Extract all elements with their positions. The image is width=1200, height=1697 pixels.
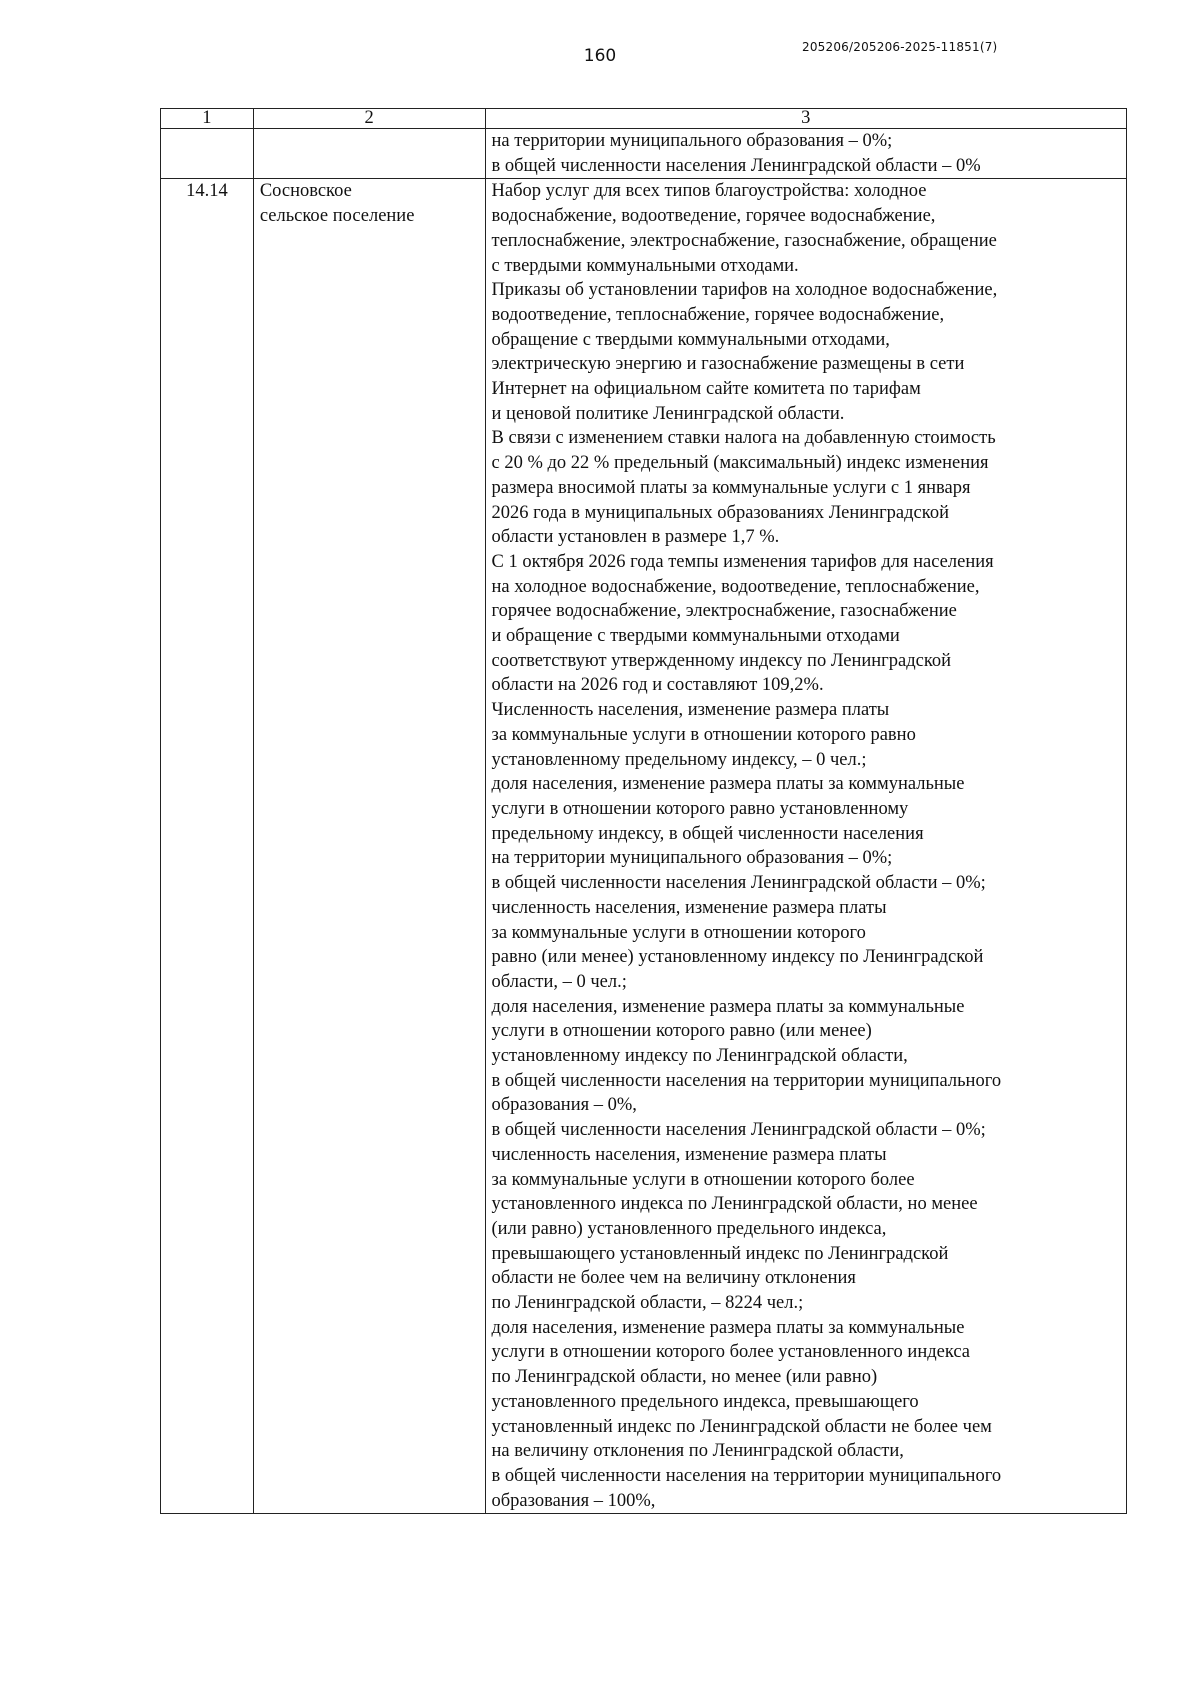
text-line: услуги в отношении которого более установленного индекса (491, 1342, 971, 1363)
text-line: Приказы об установлении тарифов на холодное водоснабжение, (491, 280, 998, 301)
text-line: в общей численности населения Ленинградской области – 0% (491, 155, 981, 176)
text-line: предельному индексу, в общей численности населения (491, 823, 924, 844)
text-line: электрическую энергию и газоснабжение размещены в сети (491, 354, 965, 375)
text-line: доля населения, изменение размера платы за коммунальные (491, 1317, 965, 1338)
row-description-cell (485, 129, 1126, 179)
text-line: области на 2026 год и составляют 109,2%. (491, 675, 824, 696)
text-line: В связи с изменением ставки налога на добавленную стоимость (491, 428, 996, 449)
text-line: за коммунальные услуги в отношении которого более (491, 1169, 915, 1190)
text-line: с твердыми коммунальными отходами. (491, 255, 799, 276)
text-line: и обращение с твердыми коммунальными отходами (491, 626, 900, 647)
text-line: на территории муниципального образования – 0%; (491, 131, 893, 151)
text-line: водоснабжение, водоотведение, горячее водоснабжение, (491, 206, 936, 227)
text-line: установленного предельного индекса, превышающего (491, 1391, 919, 1412)
row-number-cell: 14.14 (161, 179, 254, 1514)
text-line: соответствуют утвержденному индексу по Ленинградской (491, 650, 952, 671)
text-line: области, – 0 чел.; (491, 971, 627, 992)
text-line: доля населения, изменение размера платы за коммунальные (491, 996, 965, 1017)
table-row-continued (161, 129, 1127, 179)
text-line: численность населения, изменение размера платы (491, 1144, 887, 1165)
text-line: (или равно) установленного предельного индекса, (491, 1218, 887, 1239)
text-line: в общей численности населения на территории муниципального (491, 1465, 1002, 1486)
document-id: 205206/205206-2025-11851(7) (802, 40, 998, 54)
column-header-3: 3 (485, 109, 1126, 129)
text-line: размера вносимой платы за коммунальные услуги с 1 января (491, 477, 971, 498)
text-line: услуги в отношении которого равно установленному (491, 798, 909, 819)
text-line: образования – 100%, (491, 1490, 656, 1511)
text-line: в общей численности населения на территории муниципального (491, 1070, 1002, 1091)
row-name-cell (253, 179, 485, 1514)
settlement-name-line: сельское поселение (259, 206, 415, 227)
table-header-row (161, 109, 1127, 129)
text-line: области не более чем на величину отклонения (491, 1268, 856, 1289)
text-line: Набор услуг для всех типов благоустройства: холодное (491, 181, 927, 202)
text-line: превышающего установленный индекс по Ленинградской (491, 1243, 949, 1264)
text-line: и ценовой политике Ленинградской области. (491, 403, 845, 424)
text-line: области установлен в размере 1,7 %. (491, 527, 780, 548)
text-line: Численность населения, изменение размера платы (491, 700, 890, 721)
text-line: в общей численности населения Ленинградской области – 0%; (491, 873, 986, 894)
text-line: на величину отклонения по Ленинградской области, (491, 1441, 904, 1462)
text-line: С 1 октября 2026 года темпы изменения тарифов для населения (491, 551, 994, 572)
text-line: услуги в отношении которого равно (или менее) (491, 1021, 872, 1042)
text-line: теплоснабжение, электроснабжение, газоснабжение, обращение (491, 230, 997, 251)
text-line: установленный индекс по Ленинградской области не более чем (491, 1416, 992, 1437)
text-line: на территории муниципального образования – 0%; (491, 848, 893, 869)
text-line: с 20 % до 22 % предельный (максимальный) индекс изменения (491, 453, 989, 474)
row-number-cell (161, 129, 254, 179)
column-header-1: 1 (161, 109, 254, 129)
text-line: горячее водоснабжение, электроснабжение, газоснабжение (491, 601, 957, 622)
text-line: за коммунальные услуги в отношении которого равно (491, 724, 916, 745)
text-line: по Ленинградской области, – 8224 чел.; (491, 1293, 804, 1314)
text-line: доля населения, изменение размера платы за коммунальные (491, 774, 965, 795)
page-number: 160 (583, 46, 617, 66)
row-name-cell (253, 129, 485, 179)
text-line: образования – 0%, (491, 1095, 637, 1116)
row-description-cell (485, 179, 1126, 1514)
text-line: водоотведение, теплоснабжение, горячее водоснабжение, (491, 304, 945, 325)
column-header-2: 2 (253, 109, 485, 129)
text-line: по Ленинградской области, но менее (или равно) (491, 1367, 878, 1388)
text-line: Интернет на официальном сайте комитета по тарифам (491, 379, 921, 400)
text-line: обращение с твердыми коммунальными отходами, (491, 329, 890, 350)
text-line: в общей численности населения Ленинградской области – 0%; (491, 1120, 986, 1141)
text-line: численность населения, изменение размера платы (491, 897, 887, 918)
table-row-14-14 (161, 179, 1127, 1514)
text-line: установленному индексу по Ленинградской области, (491, 1046, 908, 1067)
tariff-table (160, 108, 1127, 1514)
text-line: установленного индекса по Ленинградской области, но менее (491, 1194, 978, 1215)
text-line: равно (или менее) установленному индексу по Ленинградской (491, 947, 984, 968)
settlement-name-line: Сосновское (259, 181, 352, 202)
text-line: на холодное водоснабжение, водоотведение, теплоснабжение, (491, 576, 980, 597)
text-line: установленному предельному индексу, – 0 чел.; (491, 749, 867, 770)
text-line: 2026 года в муниципальных образованиях Ленинградской (491, 502, 949, 523)
text-line: за коммунальные услуги в отношении которого (491, 922, 866, 943)
